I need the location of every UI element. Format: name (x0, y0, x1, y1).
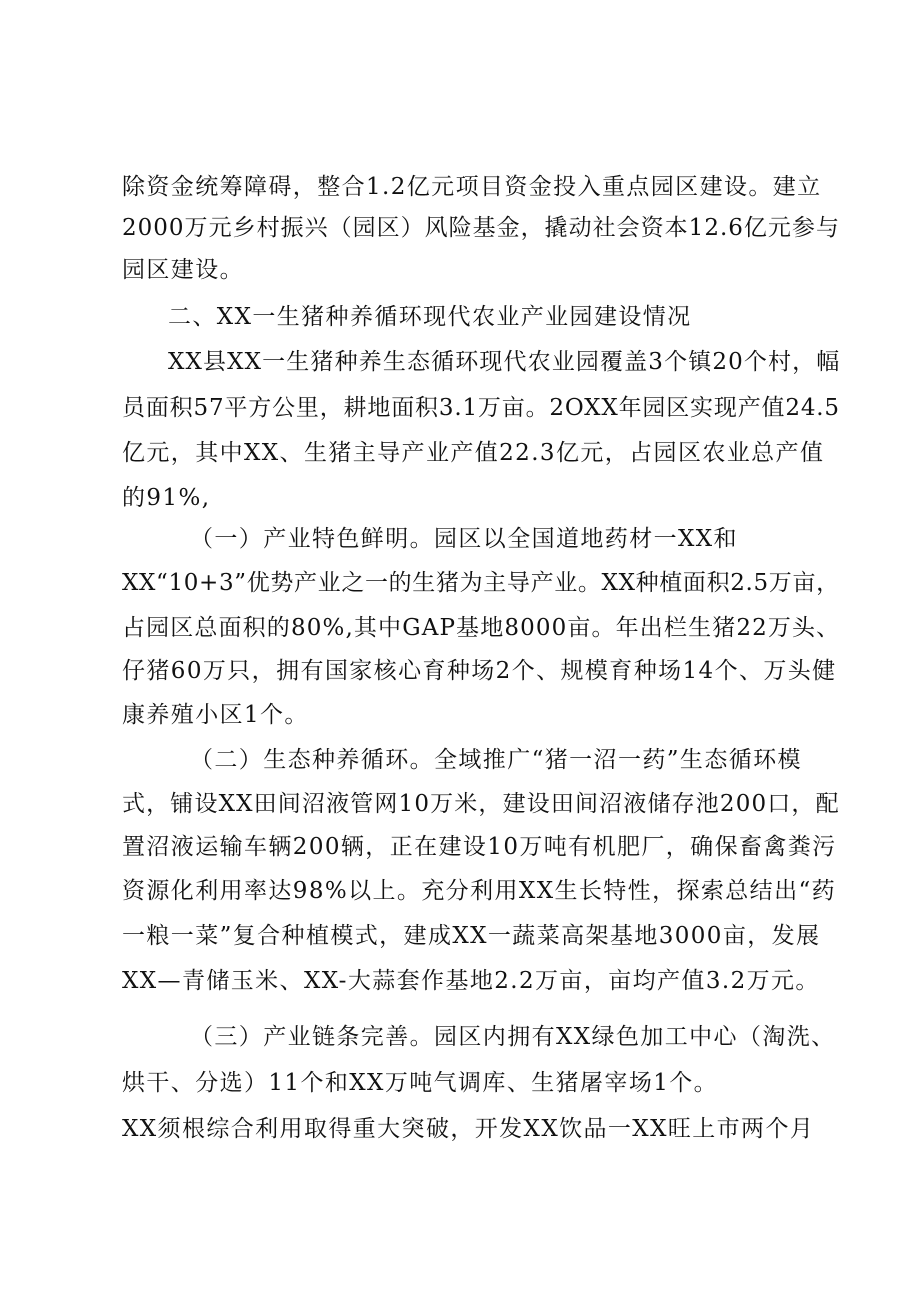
body-line: 烘干、分选）11个和XX万吨气调库、生猪屠宰场1个。 (122, 1070, 719, 1096)
body-line: XX“10+3”优势产业之一的生猪为主导产业。XX种植面积2.5万亩， (122, 570, 840, 596)
body-line: XX—青储玉米、XX-大蒜套作基地2.2万亩，亩均产值3.2万元。 (122, 968, 820, 994)
body-line: XX须根综合利用取得重大突破，开发XX饮品一XX旺上市两个月 (122, 1116, 815, 1142)
body-line: 园区建设。 (122, 257, 244, 283)
subsection-line: （二）生态种养循环。全域推广“猪一沼一药”生态循环模 (190, 747, 802, 773)
body-line: 占园区总面积的80%,其中GAP基地8000亩。年出栏生猪22万头、 (122, 615, 841, 641)
body-line: XX县XX一生猪种养生态循环现代农业园覆盖3个镇20个村，幅 (168, 349, 841, 375)
body-line: 的91%, (122, 485, 211, 511)
body-line: 2000万元乡村振兴（园区）风险基金，撬动社会资本12.6亿元参与 (122, 215, 840, 241)
body-line: 员面积57平方公里，耕地面积3.1万亩。2OXX年园区实现产值24.5 (122, 395, 840, 421)
body-line: 康养殖小区1个。 (122, 702, 309, 728)
body-line: 置沼液运输车辆200辆，正在建设10万吨有机肥厂，确保畜禽粪污 (122, 834, 837, 860)
body-line: 仔猪60万只，拥有国家核心育种场2个、规模育种场14个、万头健 (122, 658, 837, 684)
body-line: 式，铺设XX田间沼液管网10万米，建设田间沼液储存池200口，配 (122, 791, 840, 817)
subsection-line: （三）产业链条完善。园区内拥有XX绿色加工中心（淘洗、 (190, 1024, 836, 1050)
body-line: 亿元，其中XX、生猪主导产业产值22.3亿元，占园区农业总产值 (122, 440, 825, 466)
subsection-line: （一）产业特色鲜明。园区以全国道地药材一XX和 (190, 526, 738, 552)
body-line: 一粮一菜”复合种植模式，建成XX一蔬菜高架基地3000亩，发展 (122, 923, 821, 949)
body-line: 资源化利用率达98%以上。充分利用XX生长特性，探索总结出“药 (122, 878, 837, 904)
body-line: 除资金统筹障碍，整合1.2亿元项目资金投入重点园区建设。建立 (122, 174, 822, 200)
section-heading: 二、XX一生猪种养循环现代农业产业园建设情况 (168, 304, 692, 330)
